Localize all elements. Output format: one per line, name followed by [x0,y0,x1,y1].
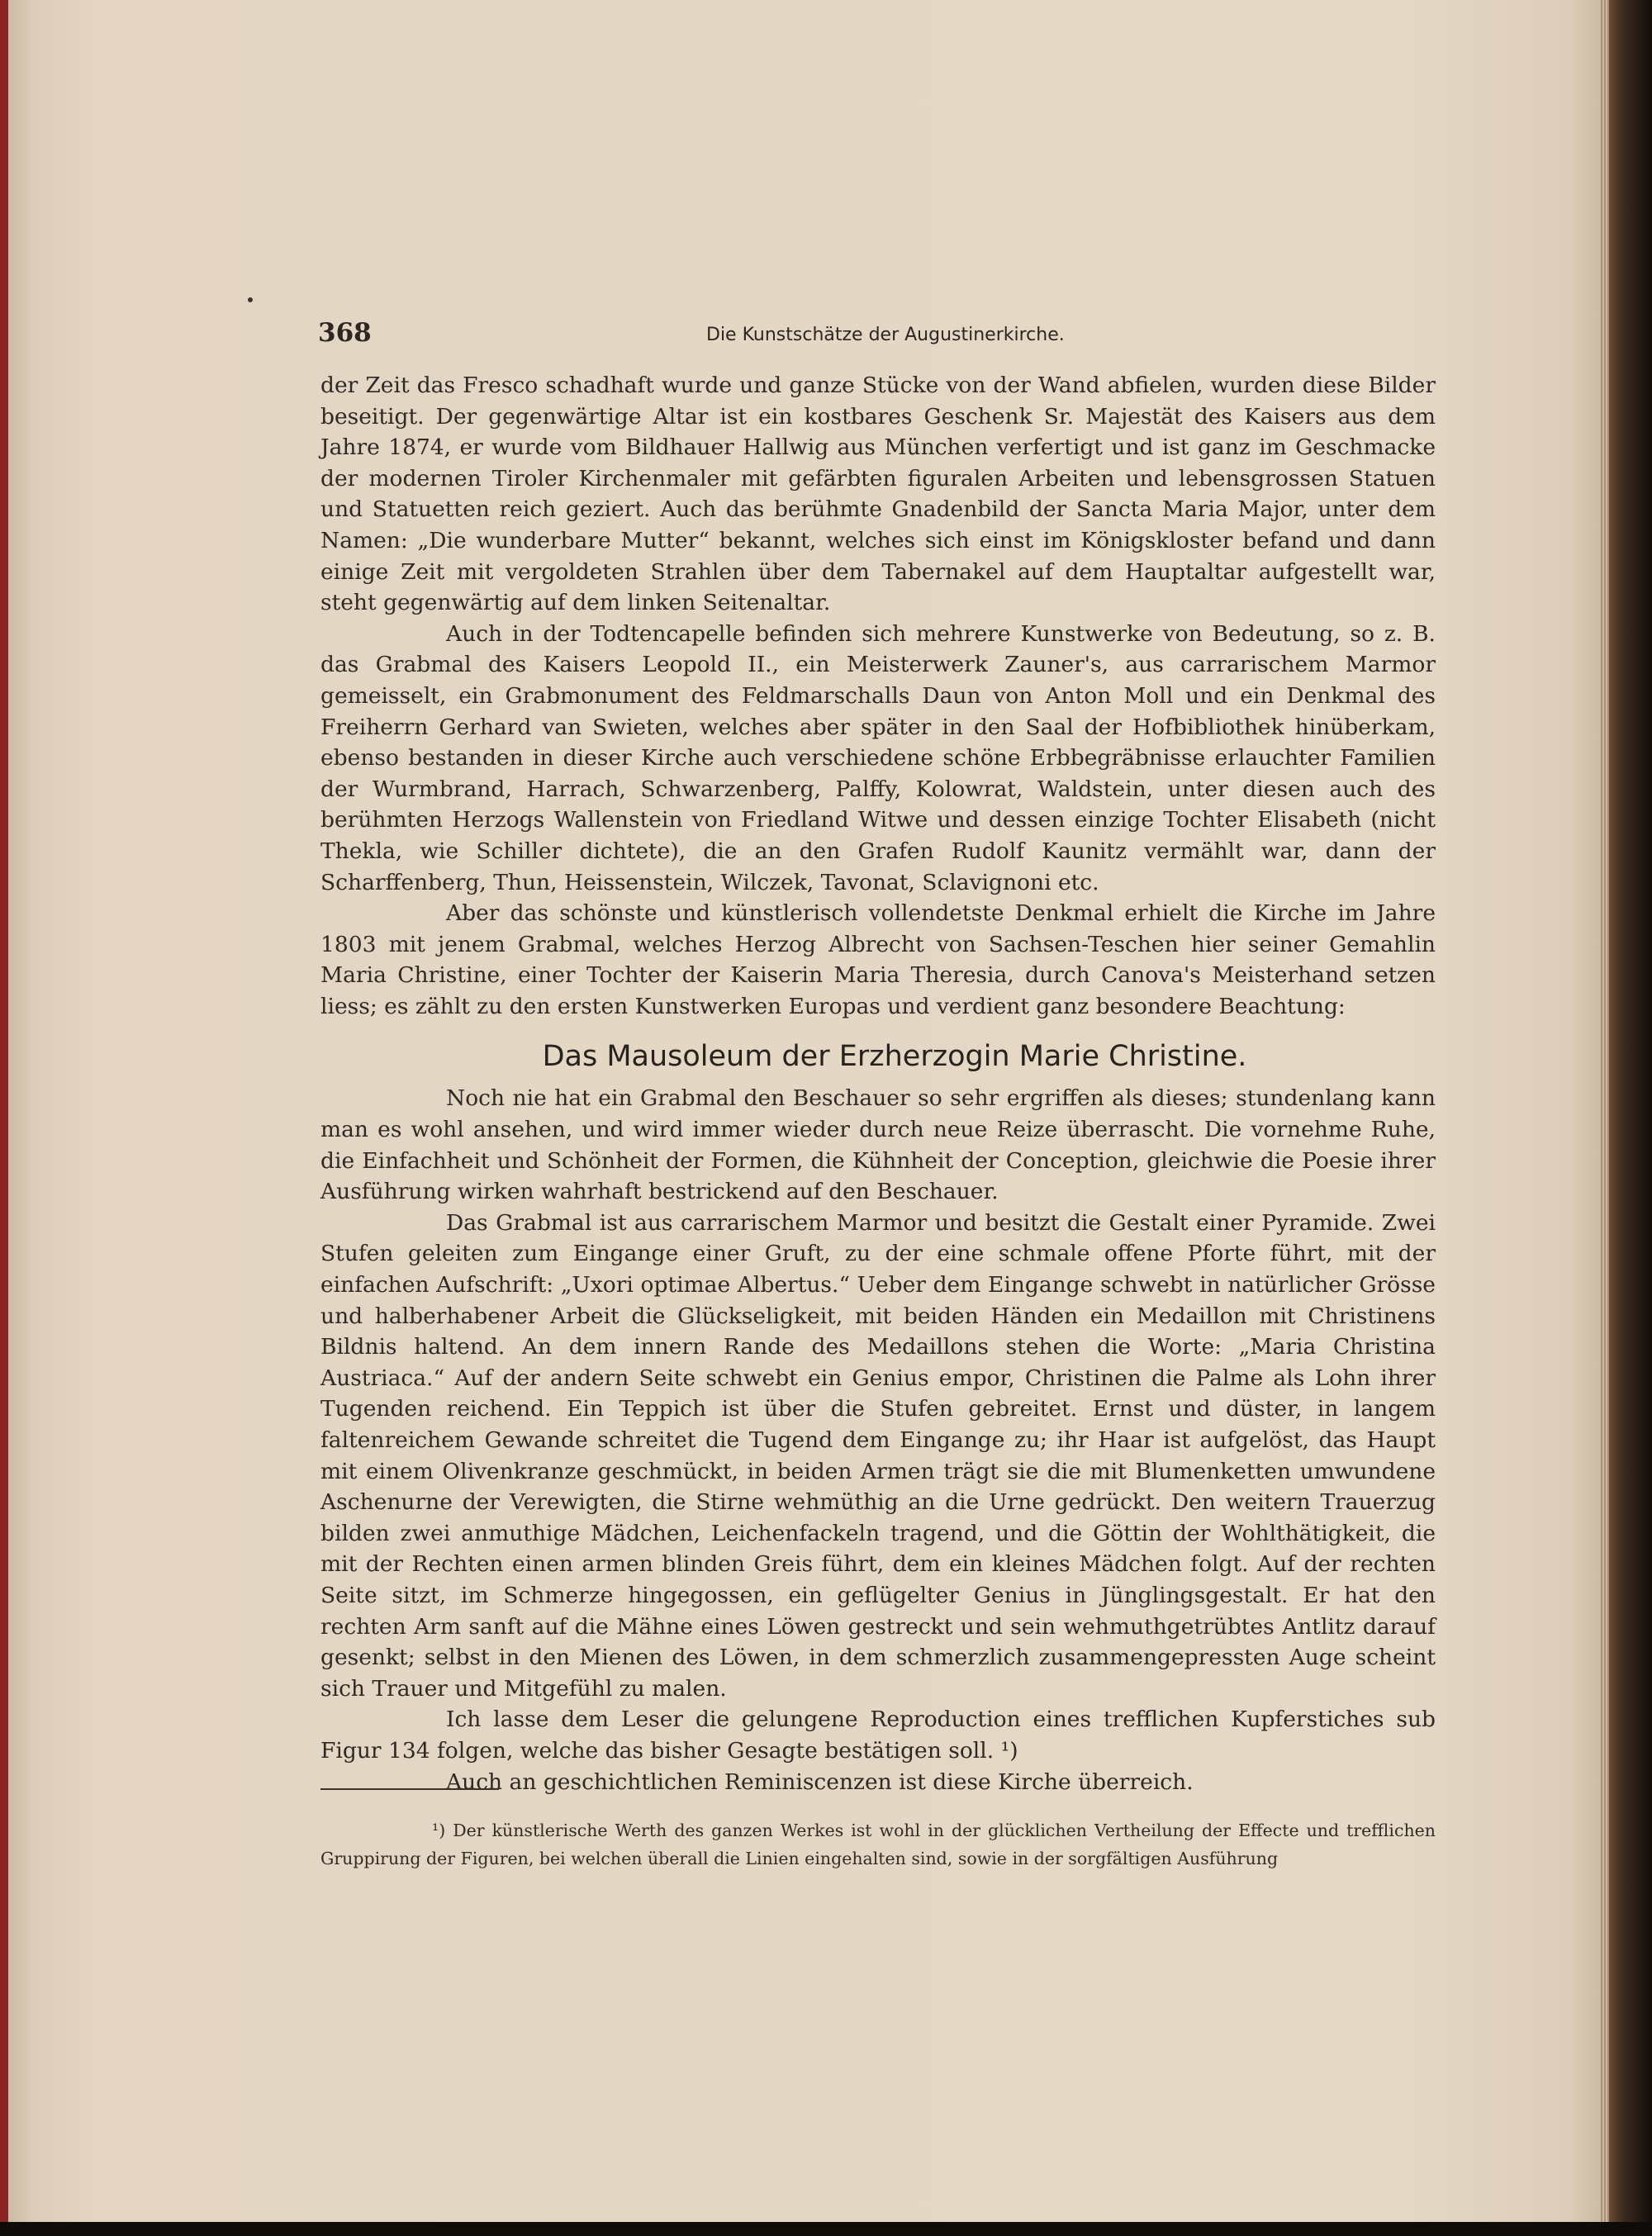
main-text [320,370,1436,1797]
scan-bottom-edge [0,2222,1652,2236]
paragraph-grabmal-intro: Noch nie hat ein Grabmal den Beschauer so sehr ergriffen als dieses; stundenlang kann man es wohl ansehen, und wird immer wieder durch neue Reize überrascht. Die vornehme Ruhe, die Einfachheit und Schönheit der Formen, die Kühnheit der Conception, gleichwie die Poesie ihrer Ausführung wirken wahrhaft bestrickend auf den Beschauer. [320,1085,1436,1205]
page-number: 368 [318,318,372,348]
paragraph-reminiscences: Auch an geschichtlichen Reminiscenzen ist diese Kirche überreich. [446,1768,1194,1795]
footnote: ¹) Der künstlerische Werth des ganzen Werkes ist wohl in der glücklichen Vertheilung der Effecte und trefflichen Gruppirung der Figuren, bei welchen überall die Linien eingehalten sind, sowie in der sorgfältigen Ausführung [320,1820,1436,1868]
page-edges [1601,0,1609,2222]
footnote-rule [320,1788,499,1790]
book-cover-edge [1609,0,1652,2236]
running-header [318,318,1433,351]
paragraph-continuation: der Zeit das Fresco schadhaft wurde und ganze Stücke von der Wand abfielen, wurden diese Bilder beseitigt. Der gegenwärtige Altar ist ein kostbares Geschenk Sr. Majestät des Kaisers aus dem Jahre 1874, er wurde vom Bildhauer Hallwig aus München verfertigt und ist ganz im Geschmacke der modernen Tiroler Kirchenmaler mit gefärbten figuralen Arbeiten und lebensgrossen Statuen und Statuetten reich geziert. Auch das berühmte Gnadenbild der Sancta Maria Major, unter dem Namen: „Die wunderbare Mutter“ bekannt, welches sich einst im Königskloster befand und dann einige Zeit mit vergoldeten Strahlen über dem Tabernakel auf dem Hauptaltar aufgestellt war, steht gegenwärtig auf dem linken Seitenaltar. [320,373,1436,616]
ink-spot [248,297,253,302]
paragraph-grabmal-description: Das Grabmal ist aus carrarischem Marmor und besitzt die Gestalt einer Pyramide. Zwei Stufen geleiten zum Eingange einer Gruft, zu der eine schmale offene Pforte führt, mit der einfachen Aufschrift: „Uxori optimae Albertus.“ Ueber dem Eingange schwebt in natürlicher Grösse und halberhabener Arbeit die Glückseligkeit, mit beiden Händen ein Medaillon mit Christinens Bildnis haltend. An dem innern Rande des Medaillons stehen die Worte: „Maria Christina Austriaca.“ Auf der andern Seite schwebt ein Genius empor, Christinen die Palme als Lohn ihrer Tugenden reichend. Ein Teppich ist über die Stufen gebreitet. Ernst und düster, in langem faltenreichem Gewande schreitet die Tugend dem Eingange zu; ihr Haar ist aufgelöst, das Haupt mit einem Olivenkranze geschmückt, in beiden Armen trägt sie die mit Blumenketten umwundene Aschenurne der Verewigten, die Stirne wehmüthig an die Urne gedrückt. Den weitern Trauerzug bilden zwei anmuthige Mädchen, Leichenfackeln tragend, und die Göttin der Wohlthätigkeit, die mit der Rechten einen armen blinden Greis führt, dem ein kleines Mädchen folgt. Auf der rechten Seite sitzt, im Schmerze hingegossen, ein geflügelter Genius in Jünglingsgestalt. Er hat den rechten Arm sanft auf die Mähne eines Löwen gestreckt und sein wehmuthgetrübtes Antlitz darauf gesenkt; selbst in den Mienen des Löwen, in dem schmerzlich zusammengepressten Auge scheint sich Trauer und Mitgefühl zu malen. [320,1209,1436,1702]
section-heading: Das Mausoleum der Erzherzogin Marie Christine. [542,1040,1247,1074]
paragraph-denkmal: Aber das schönste und künstlerisch vollendetste Denkmal erhielt die Kirche im Jahre 1803 mit jenem Grabmal, welches Herzog Albrecht von Sachsen-Teschen hier seiner Gemahlin Maria Christine, einer Tochter der Kaiserin Maria Theresia, durch Canova's Meisterhand setzen liess; es zählt zu den ersten Kunstwerken Europas und verdient ganz besondere Beachtung: [320,900,1436,1019]
running-title: Die Kunstschätze der Augustinerkirche. [706,325,1065,345]
red-book-spine [0,0,8,2222]
paragraph-todtencapelle: Auch in der Todtencapelle befinden sich mehrere Kunstwerke von Bedeutung, so z. B. das Grabmal des Kaisers Leopold II., ein Meisterwerk Zauner's, aus carrarischem Marmor gemeisselt, ein Grabmonument des Feldmarschalls Daun von Anton Moll und ein Denkmal des Freiherrn Gerhard van Swieten, welches aber später in den Saal der Hofbibliothek hinüberkam, ebenso bestanden in dieser Kirche auch verschiedene schöne Erbbegräbnisse erlauchter Familien der Wurmbrand, Harrach, Schwarzenberg, Palffy, Kolowrat, Waldstein, unter diesen auch des berühmten Herzogs Wallenstein von Friedland Witwe und dessen einzige Tochter Elisabeth (nicht Thekla, wie Schiller dichtete), die an den Grafen Rudolf Kaunitz vermählt war, dann der Scharffenberg, Thun, Heissenstein, Wilczek, Tavonat, Sclavignoni etc. [320,620,1436,895]
paragraph-figure-reference: Ich lasse dem Leser die gelungene Reproduction eines trefflichen Kupferstiches sub Figur 134 folgen, welche das bisher Gesagte bestätigen soll. ¹) [320,1707,1436,1764]
